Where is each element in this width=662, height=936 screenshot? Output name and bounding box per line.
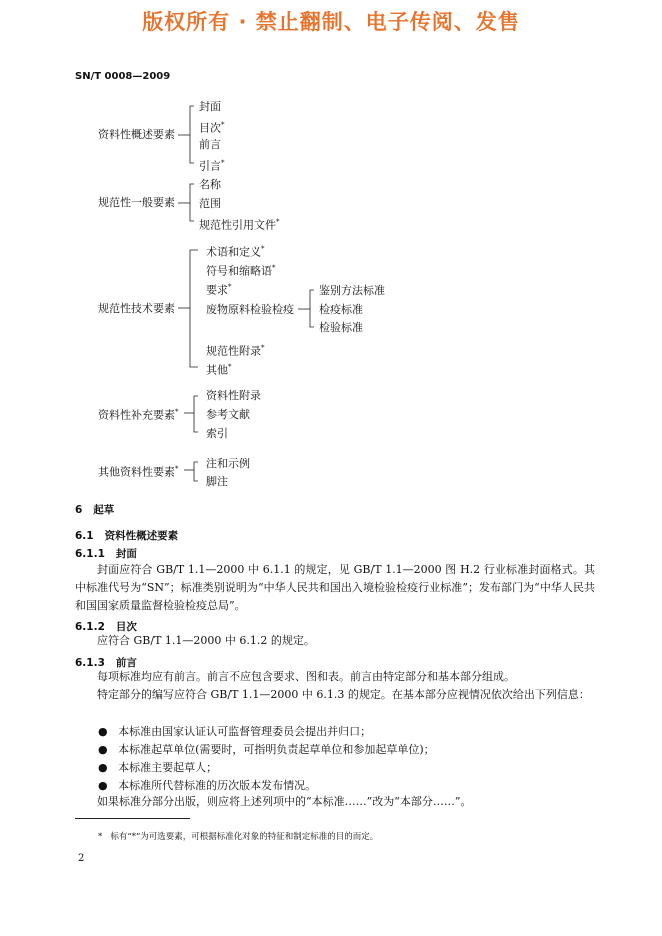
sub-item-inspection-standard: 检验标准 bbox=[319, 321, 363, 334]
item-normative-annex: 规范性附录* bbox=[206, 344, 265, 358]
item-requirements: 要求* bbox=[206, 283, 232, 297]
footnote: * 标有“*”为可选要素，可根据标准化对象的特征和制定标准的目的而定。 bbox=[98, 832, 379, 842]
item-symbols-abbreviations: 符号和缩略语* bbox=[206, 264, 276, 278]
group-label-normative-general: 规范性一般要素 bbox=[98, 196, 175, 209]
section-6-1-heading: 6.1 资料性概述要素 bbox=[75, 530, 179, 542]
page-number: 2 bbox=[78, 853, 85, 864]
section-6-1-1-heading: 6.1.1 封面 bbox=[75, 548, 137, 560]
item-bibliography: 参考文献 bbox=[206, 408, 250, 421]
section-6-1-3-heading: 6.1.3 前言 bbox=[75, 657, 137, 669]
group-label-informative-supplementary: 资料性补充要素* bbox=[98, 408, 179, 422]
watermark: 版权所有 · 禁止翻制、电子传阅、发售 bbox=[142, 10, 520, 34]
item-waste-inspection: 废物原料检验检疫 bbox=[206, 303, 294, 316]
document-code: SN/T 0008—2009 bbox=[75, 71, 171, 82]
section-6-1-2-heading: 6.1.2 目次 bbox=[75, 621, 137, 633]
bullet-item: ● 本标准所代替标准的历次版本发布情况。 bbox=[98, 779, 317, 792]
footnote-divider bbox=[75, 818, 190, 819]
item-title: 名称 bbox=[199, 178, 221, 191]
item-terms-definitions: 术语和定义* bbox=[206, 245, 265, 259]
paragraph-foreword-2: 特定部分的编写应符合 GB/T 1.1—2000 中 6.1.3 的规定。在基本部分应视情况依次给出下列信息： bbox=[97, 688, 590, 701]
section-6-heading: 6 起草 bbox=[75, 504, 115, 516]
item-notes-examples: 注和示例 bbox=[206, 457, 250, 470]
bullet-item: ● 本标准由国家认证认可监督管理委员会提出并归口； bbox=[98, 725, 372, 738]
bullet-item: ● 本标准主要起草人； bbox=[98, 761, 218, 774]
item-informative-annex: 资料性附录 bbox=[206, 389, 261, 402]
sub-item-identification-standard: 鉴别方法标准 bbox=[319, 284, 385, 297]
sub-item-quarantine-standard: 检疫标准 bbox=[319, 303, 363, 316]
item-scope: 范围 bbox=[199, 197, 221, 210]
item-normative-references: 规范性引用文件* bbox=[199, 218, 280, 232]
item-introduction: 引言* bbox=[199, 159, 225, 173]
bullet-item: ● 本标准起草单位(需要时，可指明负责起草单位和参加起草单位)； bbox=[98, 743, 435, 756]
item-other: 其他* bbox=[206, 363, 232, 377]
item-footnotes: 脚注 bbox=[206, 475, 228, 488]
item-cover: 封面 bbox=[199, 100, 221, 113]
item-contents: 目次* bbox=[199, 121, 225, 135]
item-index: 索引 bbox=[206, 427, 228, 440]
paragraph-parts-note: 如果标准分部分出版，则应将上述列项中的“本标准……”改为“本部分……”。 bbox=[97, 795, 472, 808]
group-label-informative-preliminary: 资料性概述要素 bbox=[98, 128, 175, 141]
item-foreword: 前言 bbox=[199, 138, 221, 151]
paragraph-cover: 封面应符合 GB/T 1.1—2000 中 6.1.1 的规定，见 GB/T 1.1—2000 图 H.2 行业标准封面格式。其中标准代号为“SN”；标准类别说明为“中华人民共和国出入境检验检疫行业标准”；发布部门为“中华人民共和国国家质量监督检验检疫总局”。 bbox=[75, 563, 595, 612]
group-label-other-informative: 其他资料性要素* bbox=[98, 465, 179, 479]
paragraph-foreword-1: 每项标准均应有前言。前言不应包含要求、图和表。前言由特定部分和基本部分组成。 bbox=[97, 670, 515, 683]
group-label-normative-technical: 规范性技术要素 bbox=[98, 302, 175, 315]
paragraph-contents: 应符合 GB/T 1.1—2000 中 6.1.2 的规定。 bbox=[97, 634, 315, 647]
